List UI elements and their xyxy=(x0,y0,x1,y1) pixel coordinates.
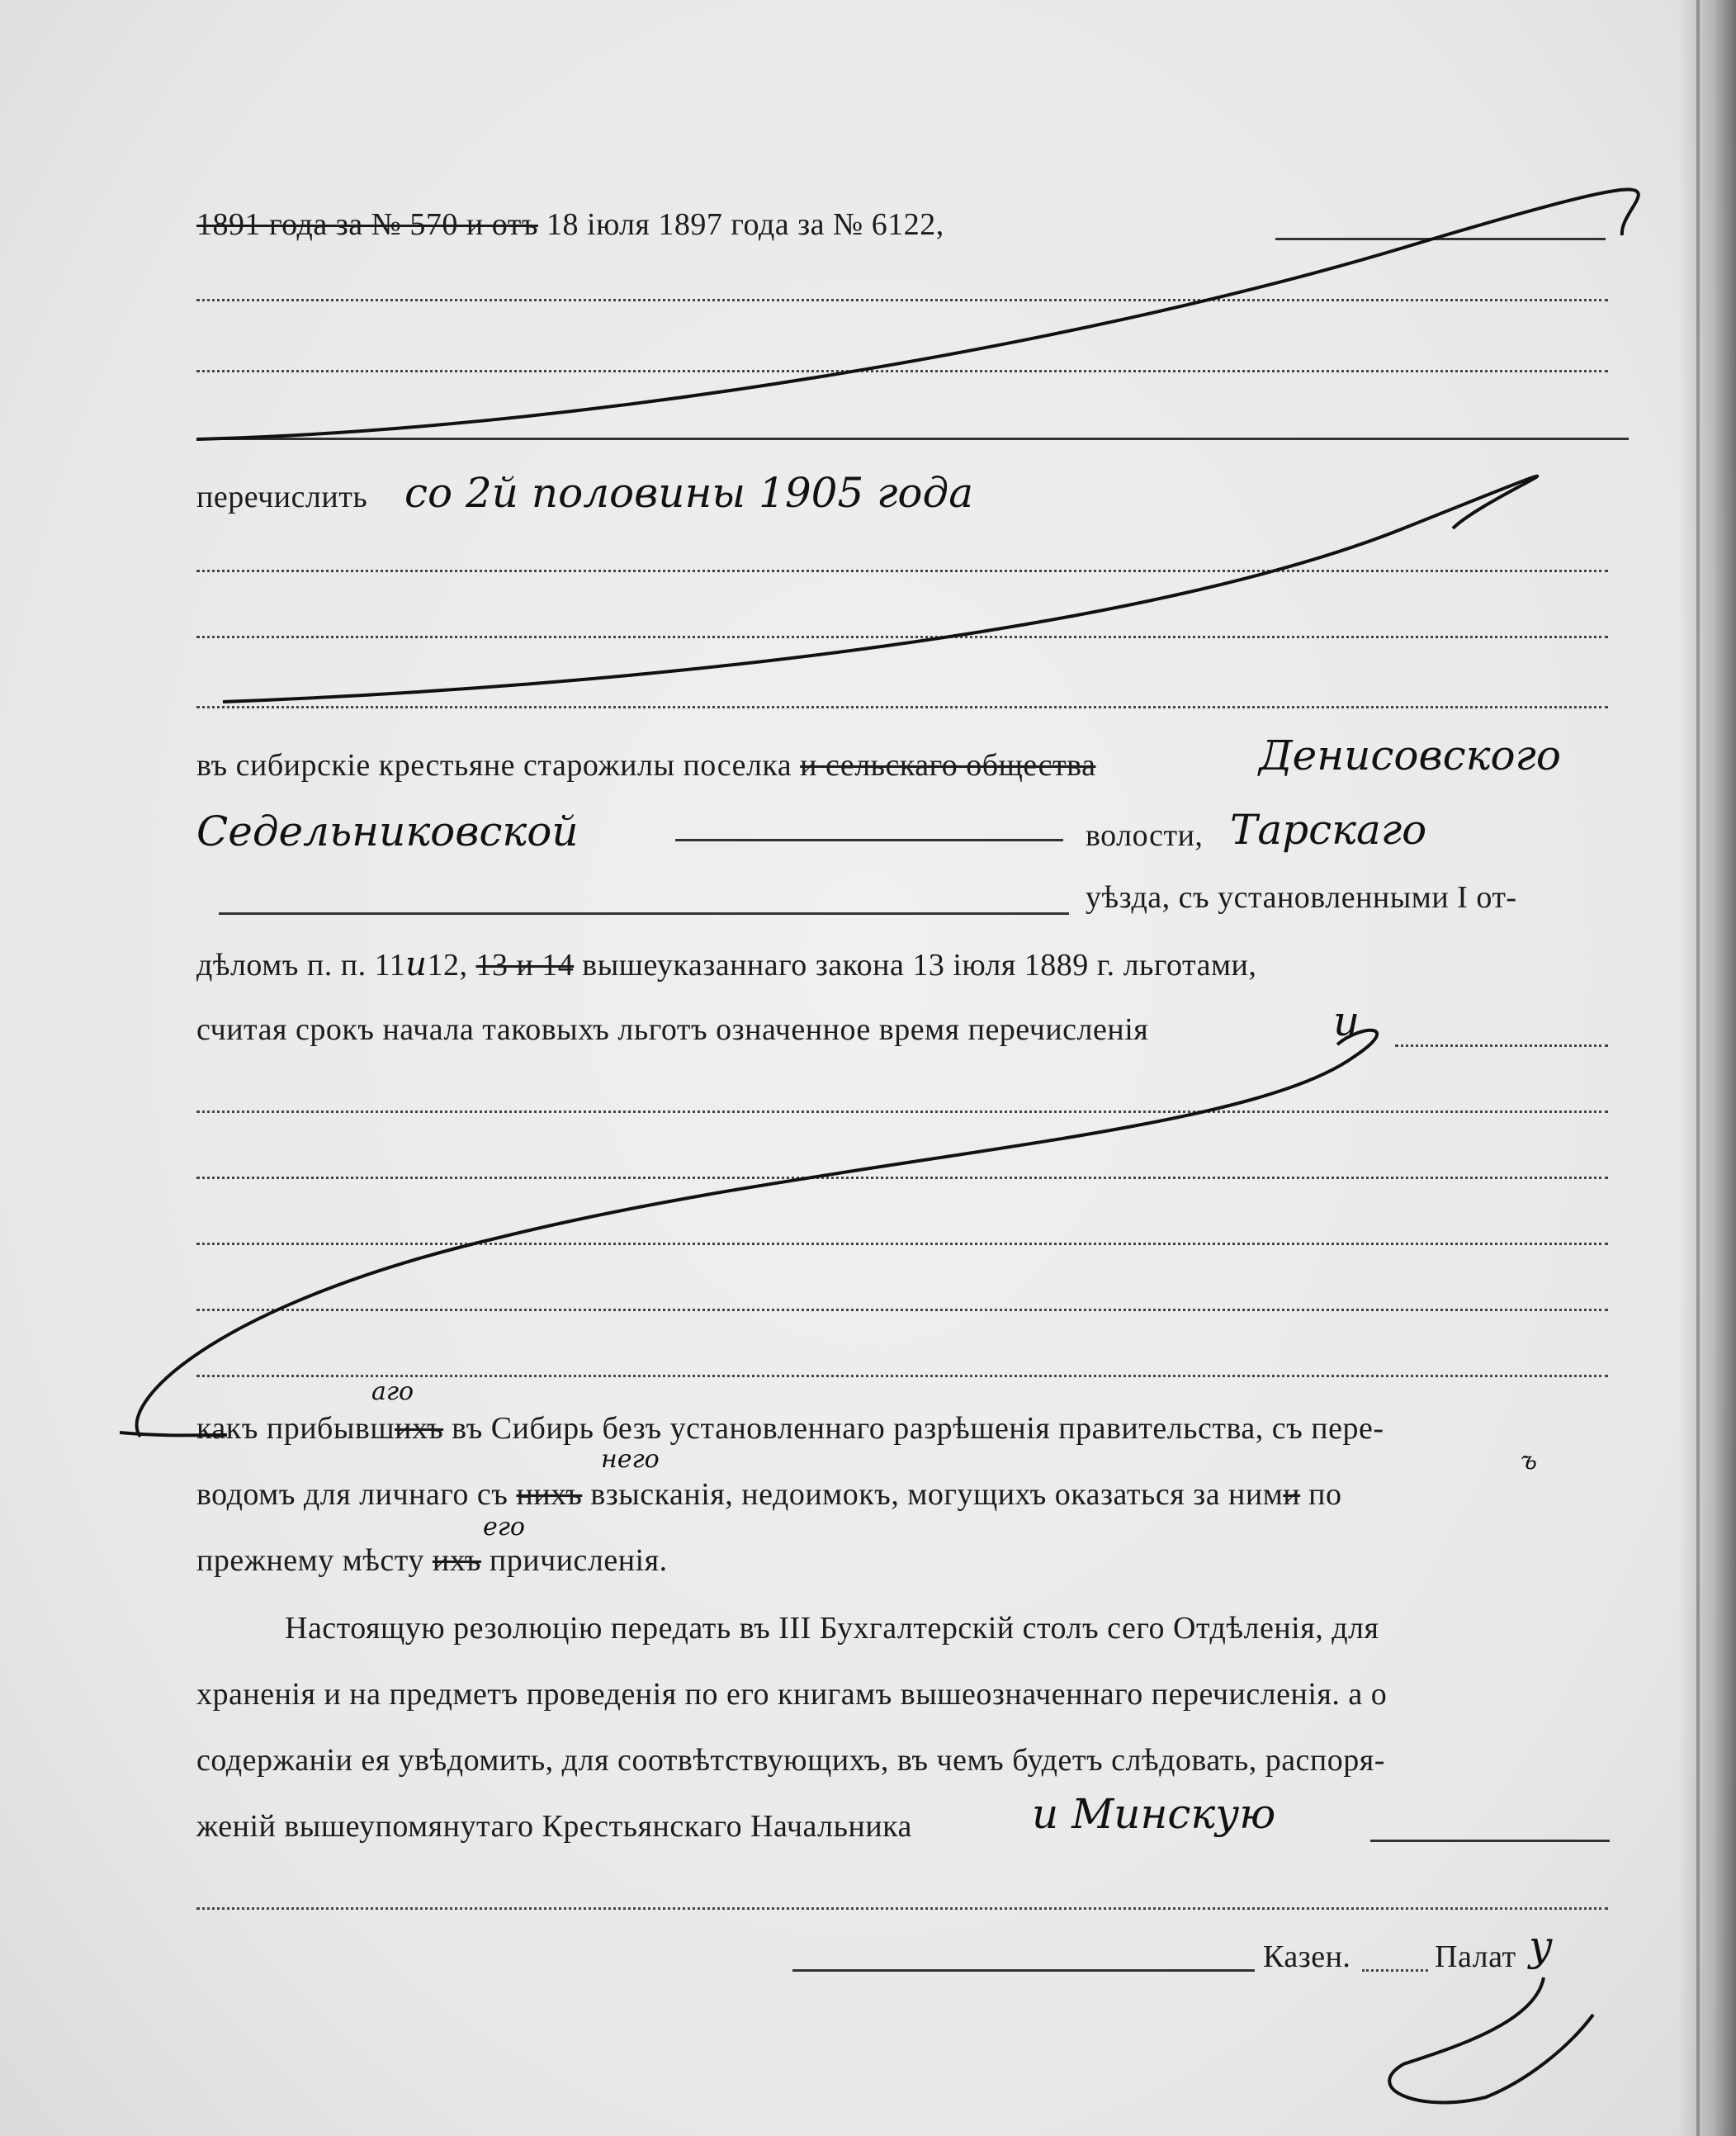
paragraph-line: Настоящую резолюцію передать въ III Бухгалтерскій столъ сего Отдѣленія, для xyxy=(285,1611,1379,1646)
interlinear-correction: его xyxy=(483,1513,525,1542)
struck-text: 1891 года за № 570 и отъ xyxy=(196,207,538,242)
struck-text: 13 и 14 xyxy=(475,948,575,983)
handwritten-uyezd: Тарскаго xyxy=(1230,806,1427,854)
printed-text: въ сибирскіе крестьяне старожилы поселка xyxy=(196,748,792,783)
printed-text: взысканія, недоимокъ, могущихъ оказаться за ним xyxy=(590,1477,1284,1512)
handwritten-conjunction: и xyxy=(405,945,428,983)
interlinear-correction: аго xyxy=(371,1377,414,1406)
handwritten-volost: Седельниковской xyxy=(196,808,579,855)
printed-text: прежнему мѣсту xyxy=(196,1543,424,1578)
struck-text: и сельскаго общества xyxy=(800,748,1096,783)
printed-text: дѣломъ п. п. 11 xyxy=(196,948,406,983)
printed-text: какъ прибывш xyxy=(196,1411,395,1446)
printed-text: вышеуказаннаго закона 13 іюля 1889 г. льготами, xyxy=(582,948,1257,983)
line-5: уѣзда, съ установленными I от- xyxy=(1086,880,1517,915)
handwritten-village: Денисовского xyxy=(1259,732,1561,779)
printed-text: по xyxy=(1308,1477,1342,1512)
struck-text: и xyxy=(1283,1477,1301,1512)
printed-text: водомъ для личнаго съ xyxy=(196,1477,509,1512)
signature-palat: Палат xyxy=(1435,1939,1516,1974)
struck-text: ихъ xyxy=(395,1411,444,1446)
paragraph-line: содержаніи ея увѣдомить, для соотвѣтствующихъ, въ чемъ будетъ слѣдовать, распоря- xyxy=(196,1743,1385,1778)
line-2-label: перечислить xyxy=(196,480,368,514)
printed-text: 12, xyxy=(427,948,468,983)
paragraph-line: храненія и на предметъ проведенія по его книгамъ вышеозначеннаго перечисленія. а о xyxy=(196,1677,1388,1712)
paragraph-line: женій вышеупомянутаго Крестьянскаго Начальника xyxy=(196,1809,912,1844)
printed-text: 18 іюля 1897 года за № 6122, xyxy=(546,207,944,242)
struck-text: ихъ xyxy=(432,1543,481,1578)
handwritten-ending: у xyxy=(1529,1922,1554,1970)
struck-text: нихъ xyxy=(516,1477,583,1512)
handwritten-date: со 2й половины 1905 года xyxy=(404,469,974,517)
printed-text: въ Сибирь безъ установленнаго разрѣшенія правительства, съ пере- xyxy=(452,1411,1384,1446)
line-7: считая срокъ начала таковыхъ льготъ означенное время перечисленія xyxy=(196,1012,1149,1047)
interlinear-correction: него xyxy=(601,1445,660,1474)
volost-label: волости, xyxy=(1086,818,1204,853)
signature-kazen: Казен. xyxy=(1263,1939,1351,1974)
printed-text: причисленія. xyxy=(489,1543,668,1578)
interlinear-correction: ъ xyxy=(1521,1447,1537,1475)
handwritten-conjunction: и xyxy=(1333,997,1360,1045)
handwritten-addition: и Минскую xyxy=(1032,1790,1276,1838)
